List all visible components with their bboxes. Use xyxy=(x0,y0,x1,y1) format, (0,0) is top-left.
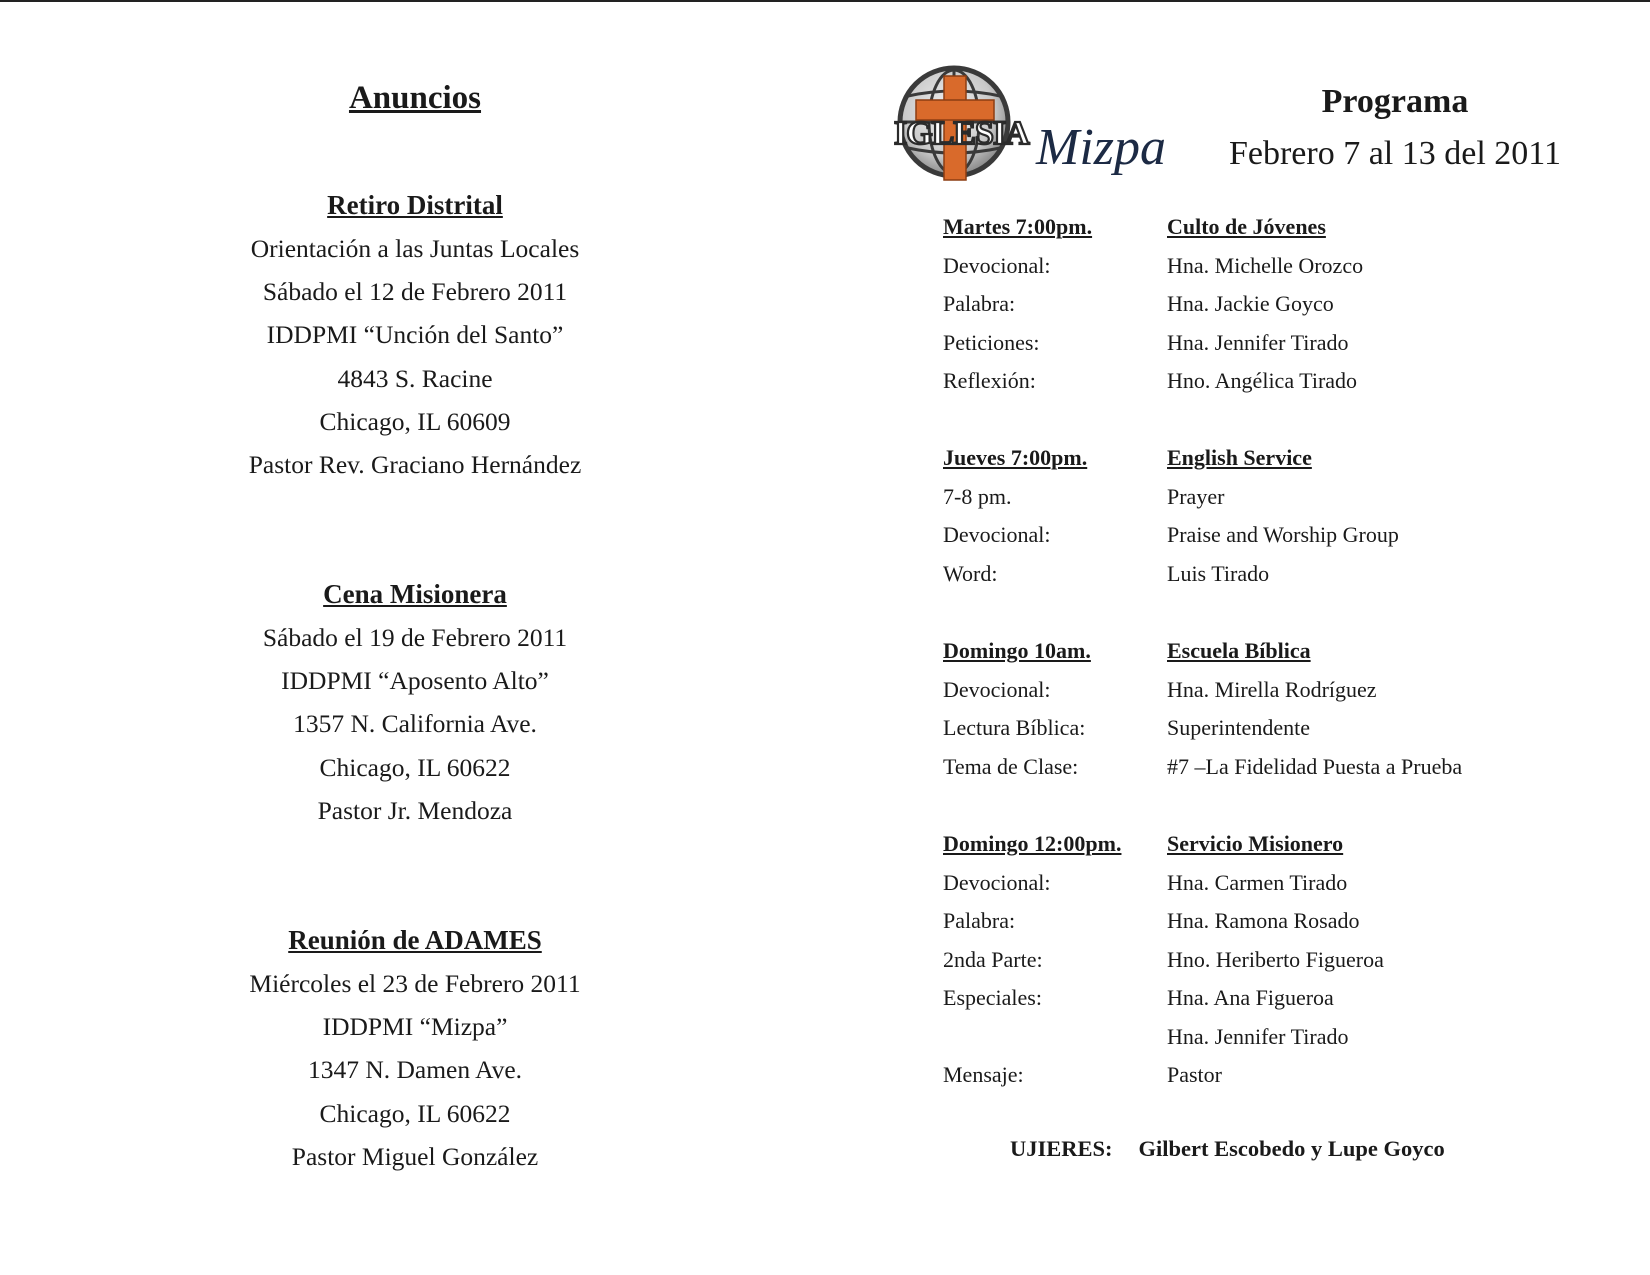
role-label: Peticiones: xyxy=(943,329,1040,355)
announcement-line: 1347 N. Damen Ave. xyxy=(307,1055,523,1085)
service-row xyxy=(943,324,1563,363)
announcement-line: Miércoles el 23 de Febrero 2011 xyxy=(249,969,581,998)
role-label: Palabra: xyxy=(943,908,1016,933)
role-label: Devocional: xyxy=(943,252,1051,278)
service-row xyxy=(943,941,1563,980)
announcement-line: IDDPMI “Unción del Santo” xyxy=(266,320,564,350)
person-name: Pastor xyxy=(1167,1062,1222,1087)
service-time: Jueves 7:00pm. xyxy=(943,445,1088,470)
announcement-line: Pastor Rev. Graciano Hernández xyxy=(248,450,582,480)
service-row xyxy=(943,247,1563,286)
service-domingo-escuela xyxy=(943,632,1563,786)
program-dates: Febrero 7 al 13 del 2011 xyxy=(1228,135,1562,172)
person-name: Prayer xyxy=(1167,483,1225,509)
program-title: Programa xyxy=(1321,83,1469,120)
top-border-line xyxy=(0,0,1650,2)
service-name: Escuela Bíblica xyxy=(1167,638,1311,663)
service-header xyxy=(943,208,1563,247)
person-name: Hno. Heriberto Figueroa xyxy=(1167,946,1384,972)
role-label: 2nda Parte: xyxy=(943,946,1043,972)
ushers-label: UJIERES: xyxy=(1010,1136,1113,1161)
ushers-names: Gilbert Escobedo y Lupe Goyco xyxy=(1138,1136,1445,1161)
church-logo xyxy=(888,64,1188,194)
announcement-line: IDDPMI “Mizpa” xyxy=(322,1012,508,1042)
role-label: 7-8 pm. xyxy=(943,483,1012,509)
service-row xyxy=(943,902,1563,941)
service-name: Servicio Misionero xyxy=(1167,831,1344,856)
person-name: Praise and Worship Group xyxy=(1167,522,1399,547)
announcement-line: Chicago, IL 60622 xyxy=(319,752,511,782)
announcement-line: Pastor Jr. Mendoza xyxy=(317,795,513,825)
role-label: Devocional: xyxy=(943,869,1051,895)
announcements-panel xyxy=(180,80,650,1171)
role-label: Word: xyxy=(943,560,998,586)
role-label: Devocional: xyxy=(943,676,1051,702)
person-name: Hna. Michelle Orozco xyxy=(1167,252,1364,278)
role-label: Devocional: xyxy=(943,522,1051,547)
role-label: Tema de Clase: xyxy=(943,753,1079,779)
announcement-title: Cena Misionera xyxy=(323,579,507,609)
announcement-line: IDDPMI “Aposento Alto” xyxy=(281,666,549,696)
service-row xyxy=(943,555,1563,594)
service-row xyxy=(943,864,1563,903)
person-name: Hna. Carmen Tirado xyxy=(1167,869,1348,895)
service-row xyxy=(943,671,1563,710)
person-name: Hna. Ramona Rosado xyxy=(1167,908,1360,933)
announcement-line: 4843 S. Racine xyxy=(337,363,493,393)
service-name: English Service xyxy=(1167,445,1312,470)
announcement-line: Sábado el 19 de Febrero 2011 xyxy=(262,623,568,652)
service-row xyxy=(943,478,1563,517)
service-header xyxy=(943,825,1563,864)
service-header xyxy=(943,632,1563,671)
service-row xyxy=(943,1018,1563,1057)
person-name: Hna. Jennifer Tirado xyxy=(1167,329,1349,355)
service-row xyxy=(943,285,1563,324)
role-label: Especiales: xyxy=(943,985,1042,1010)
service-row xyxy=(943,516,1563,555)
announcement-line: Sábado el 12 de Febrero 2011 xyxy=(262,277,568,307)
role-label: Reflexión: xyxy=(943,368,1036,393)
announcement-reunion-adames xyxy=(180,919,650,1178)
announcements-title: Anuncios xyxy=(348,80,482,116)
announcement-retiro-distrital xyxy=(180,184,650,486)
announcement-line: Chicago, IL 60609 xyxy=(319,406,511,436)
announcement-line: Orientación a las Juntas Locales xyxy=(250,234,580,263)
announcement-title: Retiro Distrital xyxy=(327,190,503,220)
person-name: Luis Tirado xyxy=(1167,560,1270,586)
person-name: Hno. Angélica Tirado xyxy=(1167,368,1358,393)
announcement-line: Chicago, IL 60622 xyxy=(319,1098,511,1128)
role-label: Lectura Bíblica: xyxy=(943,715,1086,740)
person-name: Hna. Jackie Goyco xyxy=(1167,291,1334,316)
service-header xyxy=(943,439,1563,478)
ushers-line xyxy=(1010,1136,1445,1162)
logo-word-iglesia: IGLESIA xyxy=(894,115,1029,152)
role-label: Mensaje: xyxy=(943,1062,1024,1087)
announcement-cena-misionera xyxy=(180,573,650,832)
service-row xyxy=(943,362,1563,401)
person-name: #7 –La Fidelidad Puesta a Prueba xyxy=(1167,753,1463,779)
service-martes xyxy=(943,208,1563,401)
service-time: Domingo 12:00pm. xyxy=(943,831,1122,856)
service-time: Martes 7:00pm. xyxy=(943,214,1093,239)
announcement-title: Reunión de ADAMES xyxy=(288,925,542,955)
announcement-line: Pastor Miguel González xyxy=(291,1141,539,1171)
service-domingo-misionero xyxy=(943,825,1563,1095)
globe-cross-icon xyxy=(888,64,1188,194)
service-row xyxy=(943,979,1563,1018)
service-jueves xyxy=(943,439,1563,593)
service-row xyxy=(943,1056,1563,1095)
person-name: Hna. Ana Figueroa xyxy=(1167,985,1334,1010)
role-label: Palabra: xyxy=(943,291,1016,316)
service-time: Domingo 10am. xyxy=(943,638,1091,663)
service-name: Culto de Jóvenes xyxy=(1167,214,1326,239)
person-name: Hna. Jennifer Tirado xyxy=(1167,1023,1349,1049)
person-name: Hna. Mirella Rodríguez xyxy=(1167,676,1377,702)
service-row xyxy=(943,709,1563,748)
announcement-line: 1357 N. California Ave. xyxy=(293,709,537,739)
logo-word-mizpa: Mizpa xyxy=(1036,119,1166,176)
service-row xyxy=(943,748,1563,787)
person-name: Superintendente xyxy=(1167,715,1310,740)
